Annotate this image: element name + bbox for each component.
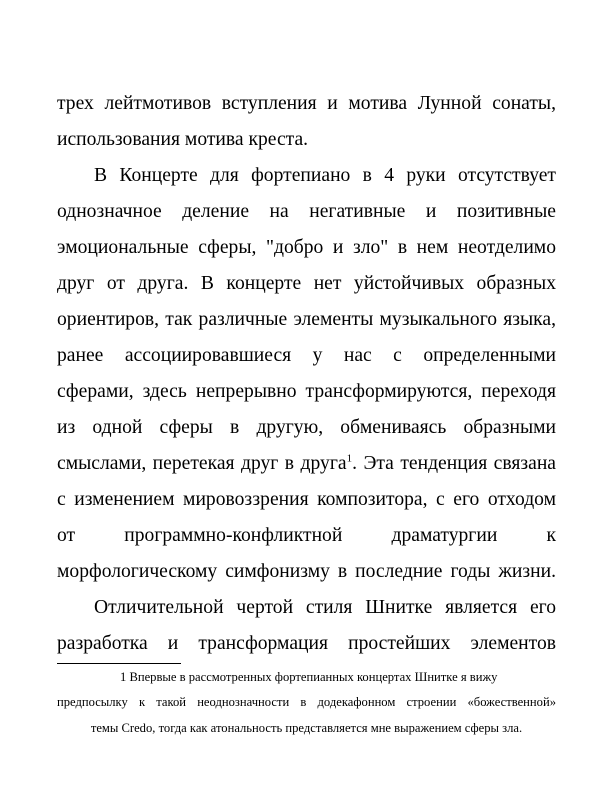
body-text: . Эта тенденция связана: [352, 453, 557, 474]
body-line: трех лейтмотивов вступления и мотива Лунной сонаты,: [57, 93, 556, 114]
footnote-line: темы Credo, тогда как атональность представляется мне выражением сферы зла.: [90, 721, 523, 735]
body-line: сферами, здесь непрерывно трансформируются, переходя: [57, 381, 556, 402]
footnote-reference[interactable]: 1: [346, 452, 353, 465]
body-line: разработка и трансформация простейших элементов: [57, 633, 556, 654]
body-line: из одной сферы в другую, обмениваясь образными: [57, 417, 556, 438]
body-line: использования мотива креста.: [57, 129, 309, 150]
body-line: Отличительной чертой стиля Шнитке является его: [94, 597, 556, 618]
body-line: [57, 452, 556, 476]
body-line: эмоциональные сферы, "добро и зло" в нем неотделимо: [57, 237, 556, 258]
footnote-line: предпосылку к такой неоднозначности в додекафонном строении «божественной»: [57, 695, 556, 709]
body-line: ранее ассоциировавшиеся у нас с определенными: [57, 345, 556, 366]
body-line: морфологическому симфонизму в последние годы жизни.: [57, 561, 556, 582]
body-text: смыслами, перетекая друг в друга: [57, 453, 347, 474]
footnote-separator: [57, 663, 181, 664]
body-line: с изменением мировоззрения композитора, с его отходом: [57, 489, 556, 510]
body-line: друг от друга. В концерте нет уйстойчивых образных: [57, 273, 556, 294]
body-line: однозначное деление на негативные и позитивные: [57, 201, 556, 222]
body-line: от программно-конфликтной драматургии к: [57, 525, 556, 546]
body-line: В Концерте для фортепиано в 4 руки отсутствует: [94, 165, 556, 186]
body-line: ориентиров, так различные элементы музыкального языка,: [57, 309, 556, 330]
footnote-line: 1 Впервые в рассмотренных фортепианных концертах Шнитке я вижу: [120, 670, 498, 684]
